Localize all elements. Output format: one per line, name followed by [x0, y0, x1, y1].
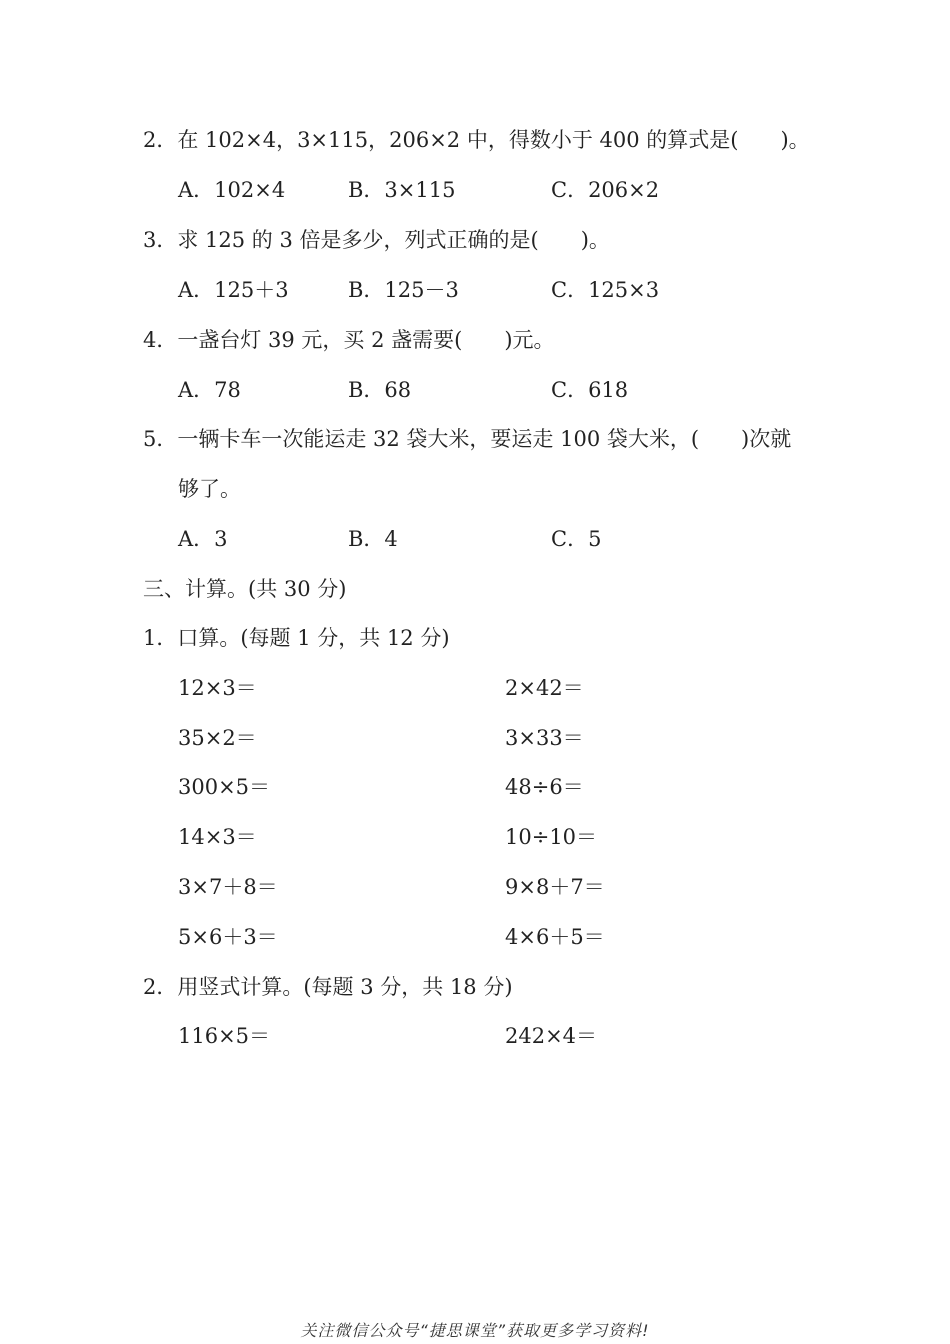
- question-4-option-c: C．618: [551, 378, 629, 402]
- question-5-option-b: B．4: [348, 527, 398, 551]
- question-4-option-b: B．68: [348, 378, 412, 402]
- question-2-stem: 2．在 102×4，3×115，206×2 中，得数小于 400 的算式是( )。: [143, 128, 810, 152]
- oral-calc-item: 3×33＝: [505, 726, 584, 750]
- oral-calc-item: 12×3＝: [178, 676, 257, 700]
- question-4-option-a: A．78: [178, 378, 241, 402]
- oral-calc-item: 48÷6＝: [505, 775, 584, 799]
- oral-calc-item: 4×6＋5＝: [505, 925, 605, 949]
- oral-calc-item: 300×5＝: [178, 775, 271, 799]
- question-4-stem: 4．一盏台灯 39 元，买 2 盏需要( )元。: [143, 328, 555, 352]
- oral-calc-item: 14×3＝: [178, 825, 257, 849]
- question-3-option-c: C．125×3: [551, 278, 660, 302]
- part-1-title: 1．口算。(每题 1 分，共 12 分): [143, 626, 450, 650]
- question-5-stem-continued: 够了。: [178, 477, 241, 501]
- question-2-option-b: B．3×115: [348, 178, 456, 202]
- oral-calc-item: 10÷10＝: [505, 825, 598, 849]
- question-5-option-c: C．5: [551, 527, 602, 551]
- question-3-option-b: B．125－3: [348, 278, 459, 302]
- question-3-option-a: A．125＋3: [178, 278, 289, 302]
- vertical-calc-item: 116×5＝: [178, 1024, 271, 1048]
- oral-calc-item: 3×7＋8＝: [178, 875, 278, 899]
- question-5-stem: 5．一辆卡车一次能运走 32 袋大米，要运走 100 袋大米，( )次就: [143, 427, 792, 451]
- part-2-title: 2．用竖式计算。(每题 3 分，共 18 分): [143, 975, 513, 999]
- footer-promo: 关注微信公众号“捷思课堂”获取更多学习资料!: [300, 1321, 650, 1340]
- oral-calc-item: 9×8＋7＝: [505, 875, 605, 899]
- oral-calc-item: 35×2＝: [178, 726, 257, 750]
- vertical-calc-item: 242×4＝: [505, 1024, 598, 1048]
- question-5-option-a: A．3: [178, 527, 228, 551]
- oral-calc-item: 2×42＝: [505, 676, 584, 700]
- question-3-stem: 3．求 125 的 3 倍是多少，列式正确的是( )。: [143, 228, 610, 252]
- question-2-option-a: A．102×4: [178, 178, 286, 202]
- oral-calc-item: 5×6＋3＝: [178, 925, 278, 949]
- question-2-option-c: C．206×2: [551, 178, 660, 202]
- section-3-title: 三、计算。(共 30 分): [143, 577, 347, 601]
